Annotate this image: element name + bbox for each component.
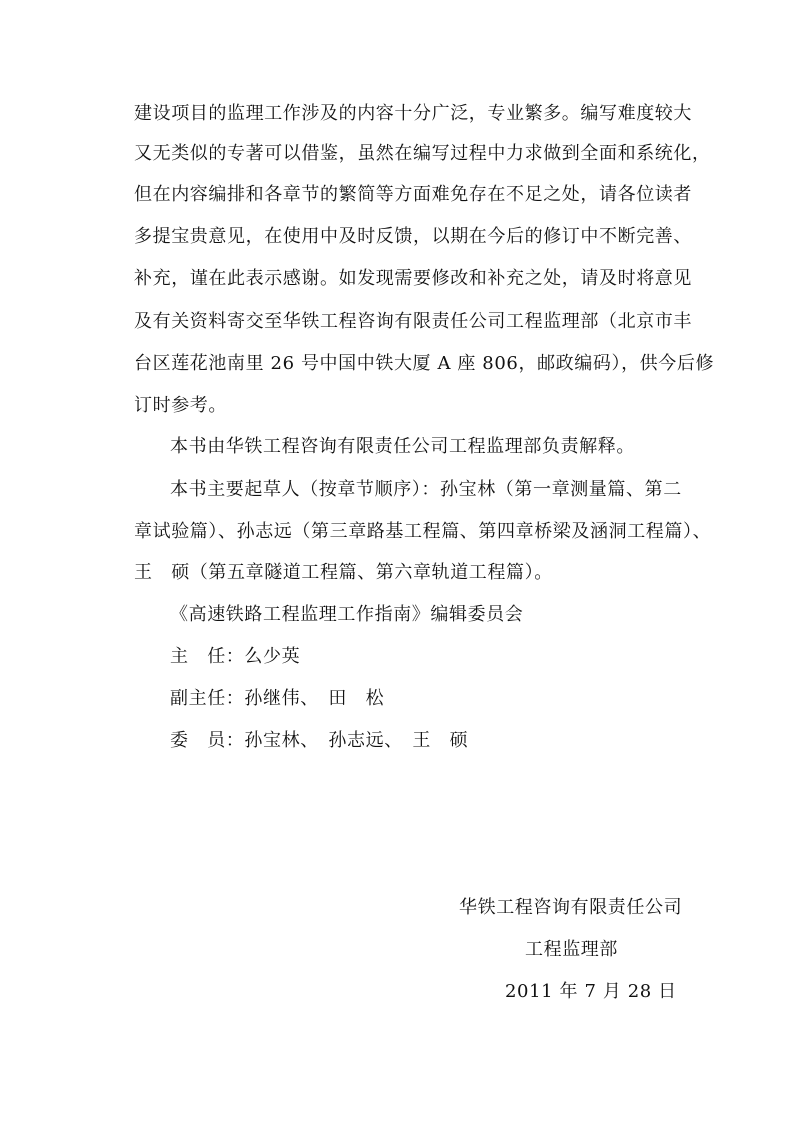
preface-line-7: 台区莲花池南里 26 号中国中铁大厦 A 座 806，邮政编码），供今后修 [134, 353, 715, 374]
committee-deputy-director: 副主任：孙继伟、 田 松 [170, 688, 385, 709]
committee-director: 主 任：么少英 [170, 646, 301, 667]
drafters-line-2: 章试验篇）、孙志远（第三章路基工程篇、第四章桥梁及涵洞工程篇）、 [134, 521, 712, 542]
signature-date: 2011 年 7 月 28 日 [505, 981, 677, 1002]
signature-company: 华铁工程咨询有限责任公司 [459, 897, 683, 918]
preface-line-1: 建设项目的监理工作涉及的内容十分广泛，专业繁多。编写难度较大 [134, 103, 692, 124]
preface-line-3: 但在内容编排和各章节的繁简等方面难免存在不足之处，请各位读者 [134, 184, 692, 205]
preface-line-6: 及有关资料寄交至华铁工程咨询有限责任公司工程监理部（北京市丰 [134, 311, 692, 332]
preface-line-5: 补充，谨在此表示感谢。如发现需要修改和补充之处，请及时将意见 [134, 268, 692, 289]
committee-members: 委 员：孙宝林、 孙志远、 王 硕 [170, 730, 469, 751]
interpretation-paragraph: 本书由华铁工程咨询有限责任公司工程监理部负责解释。 [170, 436, 635, 457]
committee-title: 《高速铁路工程监理工作指南》编辑委员会 [170, 604, 524, 625]
signature-department: 工程监理部 [525, 939, 618, 960]
drafters-line-1: 本书主要起草人（按章节顺序）：孙宝林（第一章测量篇、第二 [170, 479, 682, 500]
preface-line-8: 订时参考。 [134, 395, 227, 416]
preface-line-4: 多提宝贵意见，在使用中及时反馈，以期在今后的修订中不断完善、 [134, 226, 692, 247]
preface-line-2: 又无类似的专著可以借鉴，虽然在编写过程中力求做到全面和系统化， [134, 143, 711, 164]
drafters-line-3: 王 硕（第五章隧道工程篇、第六章轨道工程篇）。 [134, 562, 553, 583]
